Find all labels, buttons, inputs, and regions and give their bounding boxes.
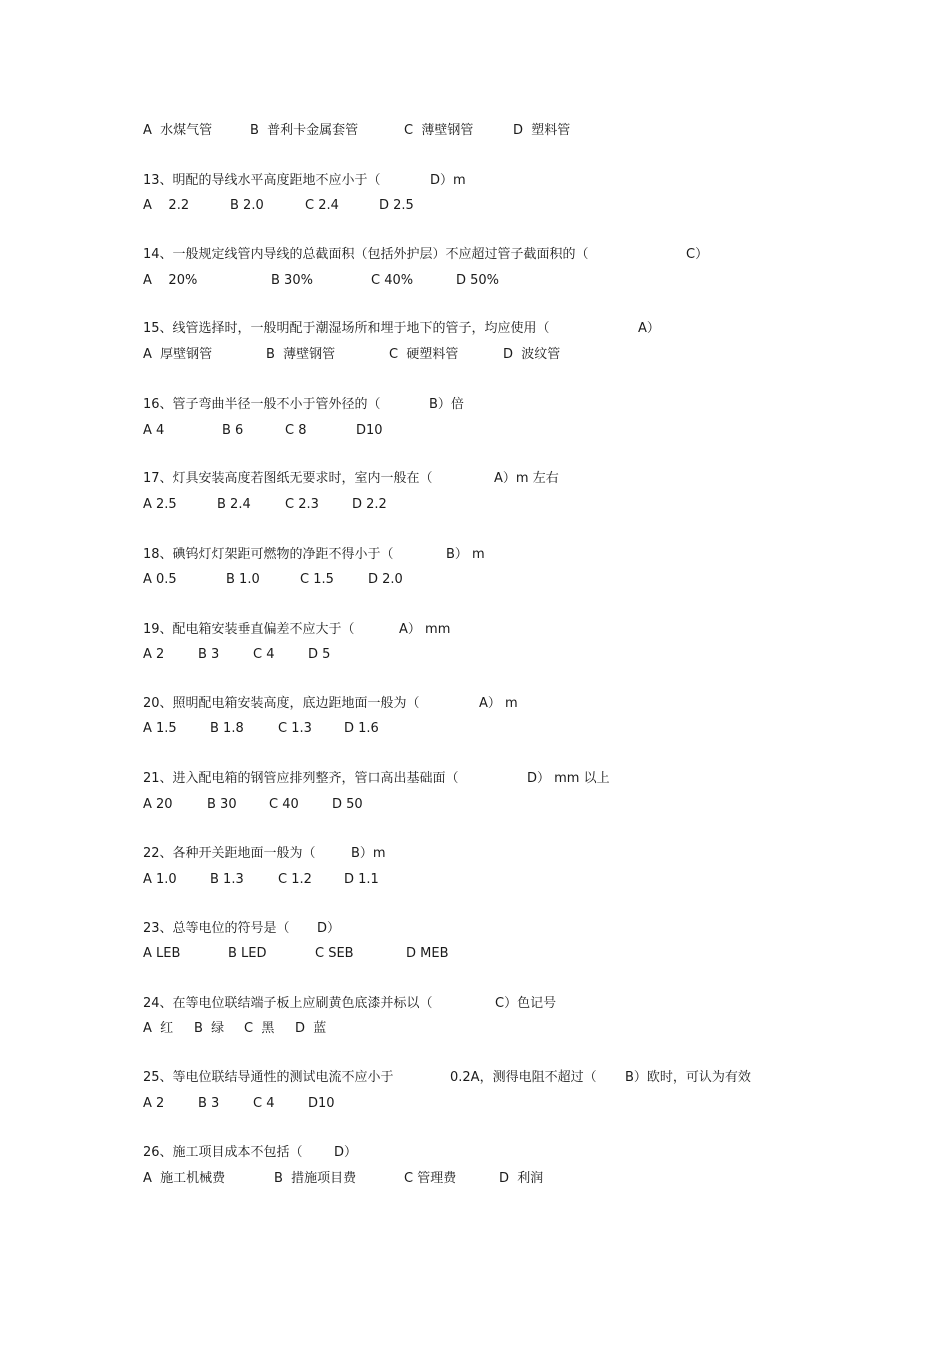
option-text: D10 [308, 1096, 335, 1111]
question-text: A） mm [399, 622, 451, 637]
question-text: 20、照明配电箱安装高度，底边距地面一般为（ [143, 696, 420, 711]
question-text: C）色记号 [495, 996, 557, 1011]
option-text: C 管理费 [404, 1171, 457, 1186]
option-text: A 水煤气管 [143, 123, 213, 138]
question-text: A）m 左右 [494, 471, 559, 486]
question-text: 13、明配的导线水平高度距地不应小于（ [143, 173, 381, 188]
option-text: D10 [356, 423, 383, 438]
option-text: B 薄壁钢管 [266, 347, 336, 362]
option-text: C 硬塑料管 [389, 347, 459, 362]
option-text: D 2.5 [379, 198, 414, 213]
question-text: B） m [446, 547, 485, 562]
question-text: B）m [351, 846, 386, 861]
option-text: A 施工机械费 [143, 1171, 226, 1186]
option-text: C 40 [269, 797, 299, 812]
option-text: A 20 [143, 797, 173, 812]
question-text: A） [638, 321, 660, 336]
option-text: B 6 [222, 423, 244, 438]
option-text: B 2.4 [217, 497, 251, 512]
option-text: D 利润 [499, 1171, 544, 1186]
option-text: B 2.0 [230, 198, 264, 213]
option-text: C 40% [371, 273, 414, 288]
option-text: C 4 [253, 647, 275, 662]
question-text: 23、总等电位的符号是（ [143, 921, 290, 936]
option-text: B 普利卡金属套管 [250, 123, 359, 138]
option-text: B 30% [271, 273, 313, 288]
option-text: D 2.0 [368, 572, 403, 587]
question-text: 22、各种开关距地面一般为（ [143, 846, 316, 861]
question-text: 21、进入配电箱的钢管应排列整齐，管口高出基础面（ [143, 771, 459, 786]
option-text: B 1.3 [210, 872, 244, 887]
option-text: B 3 [198, 1096, 220, 1111]
question-text: 14、一般规定线管内导线的总截面积（包括外护层）不应超过管子截面积的（ [143, 247, 589, 262]
option-text: D 1.6 [344, 721, 379, 736]
option-text: D 50 [332, 797, 363, 812]
option-text: C 1.3 [278, 721, 312, 736]
option-text: D 2.2 [352, 497, 387, 512]
option-text: A 1.5 [143, 721, 177, 736]
option-text: D 50% [456, 273, 500, 288]
option-text: D 蓝 [295, 1021, 327, 1036]
question-text: B）欧时，可认为有效 [625, 1070, 751, 1085]
option-text: B 30 [207, 797, 237, 812]
option-text: C 薄壁钢管 [404, 123, 474, 138]
question-text: 15、线管选择时，一般明配于潮湿场所和埋于地下的管子，均应使用（ [143, 321, 550, 336]
option-text: B 1.8 [210, 721, 244, 736]
option-text: C 黑 [244, 1021, 275, 1036]
question-text: 17、灯具安装高度若图纸无要求时，室内一般在（ [143, 471, 433, 486]
option-text: A 2 [143, 647, 165, 662]
question-text: A） m [479, 696, 518, 711]
option-text: C 4 [253, 1096, 275, 1111]
question-text: 16、管子弯曲半径一般不小于管外径的（ [143, 397, 381, 412]
question-text: D）m [430, 173, 466, 188]
option-text: A 2.2 [143, 198, 190, 213]
question-text: C） [686, 247, 709, 262]
question-text: 0.2A，测得电阻不超过（ [450, 1070, 597, 1085]
option-text: C 2.4 [305, 198, 339, 213]
question-text: D） [334, 1145, 358, 1160]
option-text: B LED [228, 946, 267, 961]
option-text: C 2.3 [285, 497, 319, 512]
option-text: A 1.0 [143, 872, 177, 887]
option-text: B 措施项目费 [274, 1171, 357, 1186]
option-text: A 0.5 [143, 572, 177, 587]
option-text: D 塑料管 [513, 123, 571, 138]
option-text: B 绿 [194, 1021, 225, 1036]
option-text: A LEB [143, 946, 181, 961]
option-text: B 3 [198, 647, 220, 662]
question-text: B）倍 [429, 397, 464, 412]
option-text: A 4 [143, 423, 165, 438]
option-text: A 红 [143, 1021, 174, 1036]
question-text: 26、施工项目成本不包括（ [143, 1145, 303, 1160]
option-text: A 2 [143, 1096, 165, 1111]
option-text: C 1.5 [300, 572, 334, 587]
option-text: C SEB [315, 946, 354, 961]
question-text: D） mm 以上 [527, 771, 610, 786]
question-text: 24、在等电位联结端子板上应刷黄色底漆并标以（ [143, 996, 433, 1011]
option-text: A 2.5 [143, 497, 177, 512]
question-text: 25、等电位联结导通性的测试电流不应小于 [143, 1070, 394, 1085]
option-text: D 波纹管 [503, 347, 561, 362]
option-text: A 20% [143, 273, 198, 288]
option-text: C 8 [285, 423, 307, 438]
option-text: B 1.0 [226, 572, 260, 587]
option-text: A 厚壁钢管 [143, 347, 213, 362]
question-text: 18、碘钨灯灯架距可燃物的净距不得小于（ [143, 547, 394, 562]
option-text: D 1.1 [344, 872, 379, 887]
option-text: C 1.2 [278, 872, 312, 887]
question-text: D） [317, 921, 341, 936]
option-text: D MEB [406, 946, 449, 961]
option-text: D 5 [308, 647, 331, 662]
question-text: 19、配电箱安装垂直偏差不应大于（ [143, 622, 355, 637]
